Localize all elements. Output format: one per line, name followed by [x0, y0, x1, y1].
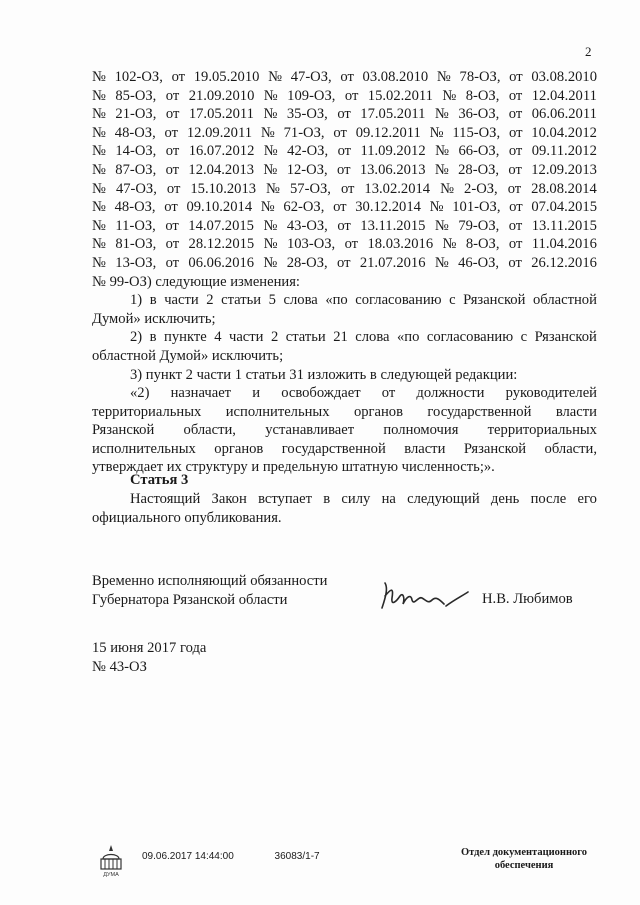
quoted-text-line: исполнительных органов государственной власти Рязанской области,: [92, 440, 597, 457]
change-2-line-1: 2) в пункте 4 части 2 статьи 21 слова «по согласованию с Рязанской: [130, 329, 597, 346]
quoted-text-line: Рязанской области, устанавливает полномочия территориальных: [92, 422, 597, 439]
change-3-line-1: 3) пункт 2 части 1 статьи 31 изложить в следующей редакции:: [130, 366, 518, 383]
amendment-list-line: № 102-ОЗ, от 19.05.2010 № 47-ОЗ, от 03.08.2010 № 78-ОЗ, от 03.08.2010: [92, 69, 597, 85]
amendment-list-line: № 13-ОЗ, от 06.06.2016 № 28-ОЗ, от 21.07.2016 № 46-ОЗ, от 26.12.2016: [92, 254, 597, 271]
department-line-1: Отдел документационного: [460, 847, 588, 858]
article-3-heading: Статья 3: [130, 472, 189, 488]
amendment-list-line: № 11-ОЗ, от 14.07.2015 № 43-ОЗ, от 13.11.2015 № 79-ОЗ, от 13.11.2015: [92, 217, 597, 234]
signatory-name: Н.В. Любимов: [482, 591, 573, 607]
quoted-text-last-line: утверждает их структуру и предельную штатную численность;».: [92, 459, 495, 476]
amendment-list-tail: № 99-ОЗ) следующие изменения:: [92, 273, 300, 290]
seal-label: ДУМА: [103, 872, 119, 877]
page-number: 2: [585, 44, 592, 59]
duma-seal-icon: [96, 843, 126, 877]
amendment-list-line: № 48-ОЗ, от 09.10.2014 № 62-ОЗ, от 30.12.2014 № 101-ОЗ, от 07.04.2015: [92, 199, 597, 216]
adoption-block: [92, 639, 206, 677]
amendment-list-line: № 21-ОЗ, от 17.05.2011 № 35-ОЗ, от 17.05.2011 № 36-ОЗ, от 06.06.2011: [92, 106, 597, 123]
registration-code: 36083/1-7: [274, 851, 320, 862]
signatory-title: [92, 572, 327, 610]
change-1-line-1: 1) в части 2 статьи 5 слова «по согласованию с Рязанской областной: [130, 292, 597, 309]
amendment-list-line: № 47-ОЗ, от 15.10.2013 № 57-ОЗ, от 13.02.2014 № 2-ОЗ, от 28.08.2014: [92, 180, 597, 197]
law-amendments-text: [92, 68, 597, 477]
quoted-text-line: территориальных исполнительных органов государственной власти: [92, 403, 597, 420]
article-3-line-1: Настоящий Закон вступает в силу на следующий день после его: [130, 491, 597, 507]
adoption-date: 15 июня 2017 года: [92, 640, 207, 656]
department-line-2: обеспечения: [494, 860, 554, 871]
article-3-line-2: официального опубликования.: [92, 509, 282, 526]
change-2-line-2: областной Думой» исключить;: [92, 347, 284, 364]
signatory-title-line-1: Временно исполняющий обязанности: [92, 573, 328, 589]
handwritten-signature: [376, 578, 472, 618]
registration-footer: [0, 843, 640, 883]
registration-stamp: [142, 851, 358, 862]
signatory-title-line-2: Губернатора Рязанской области: [92, 592, 288, 608]
amendment-list-line: № 48-ОЗ, от 12.09.2011 № 71-ОЗ, от 09.12.2011 № 115-ОЗ, от 10.04.2012: [92, 124, 597, 141]
amendment-list-line: № 14-ОЗ, от 16.07.2012 № 42-ОЗ, от 11.09.2012 № 66-ОЗ, от 09.11.2012: [92, 143, 597, 160]
change-1-line-2: Думой» исключить;: [92, 310, 216, 327]
amendment-list-line: № 85-ОЗ, от 21.09.2010 № 109-ОЗ, от 15.02.2011 № 8-ОЗ, от 12.04.2011: [92, 87, 597, 104]
amendment-list-line: № 81-ОЗ, от 28.12.2015 № 103-ОЗ, от 18.03.2016 № 8-ОЗ, от 11.04.2016: [92, 236, 597, 253]
law-number: № 43-ОЗ: [92, 659, 147, 675]
department-stamp: [448, 846, 600, 872]
article-3: [92, 470, 597, 527]
registration-timestamp: 09.06.2017 14:44:00: [142, 851, 234, 862]
amendment-list-line: № 87-ОЗ, от 12.04.2013 № 12-ОЗ, от 13.06.2013 № 28-ОЗ, от 12.09.2013: [92, 161, 597, 178]
quoted-text-line: «2) назначает и освобождает от должности руководителей: [130, 385, 597, 402]
